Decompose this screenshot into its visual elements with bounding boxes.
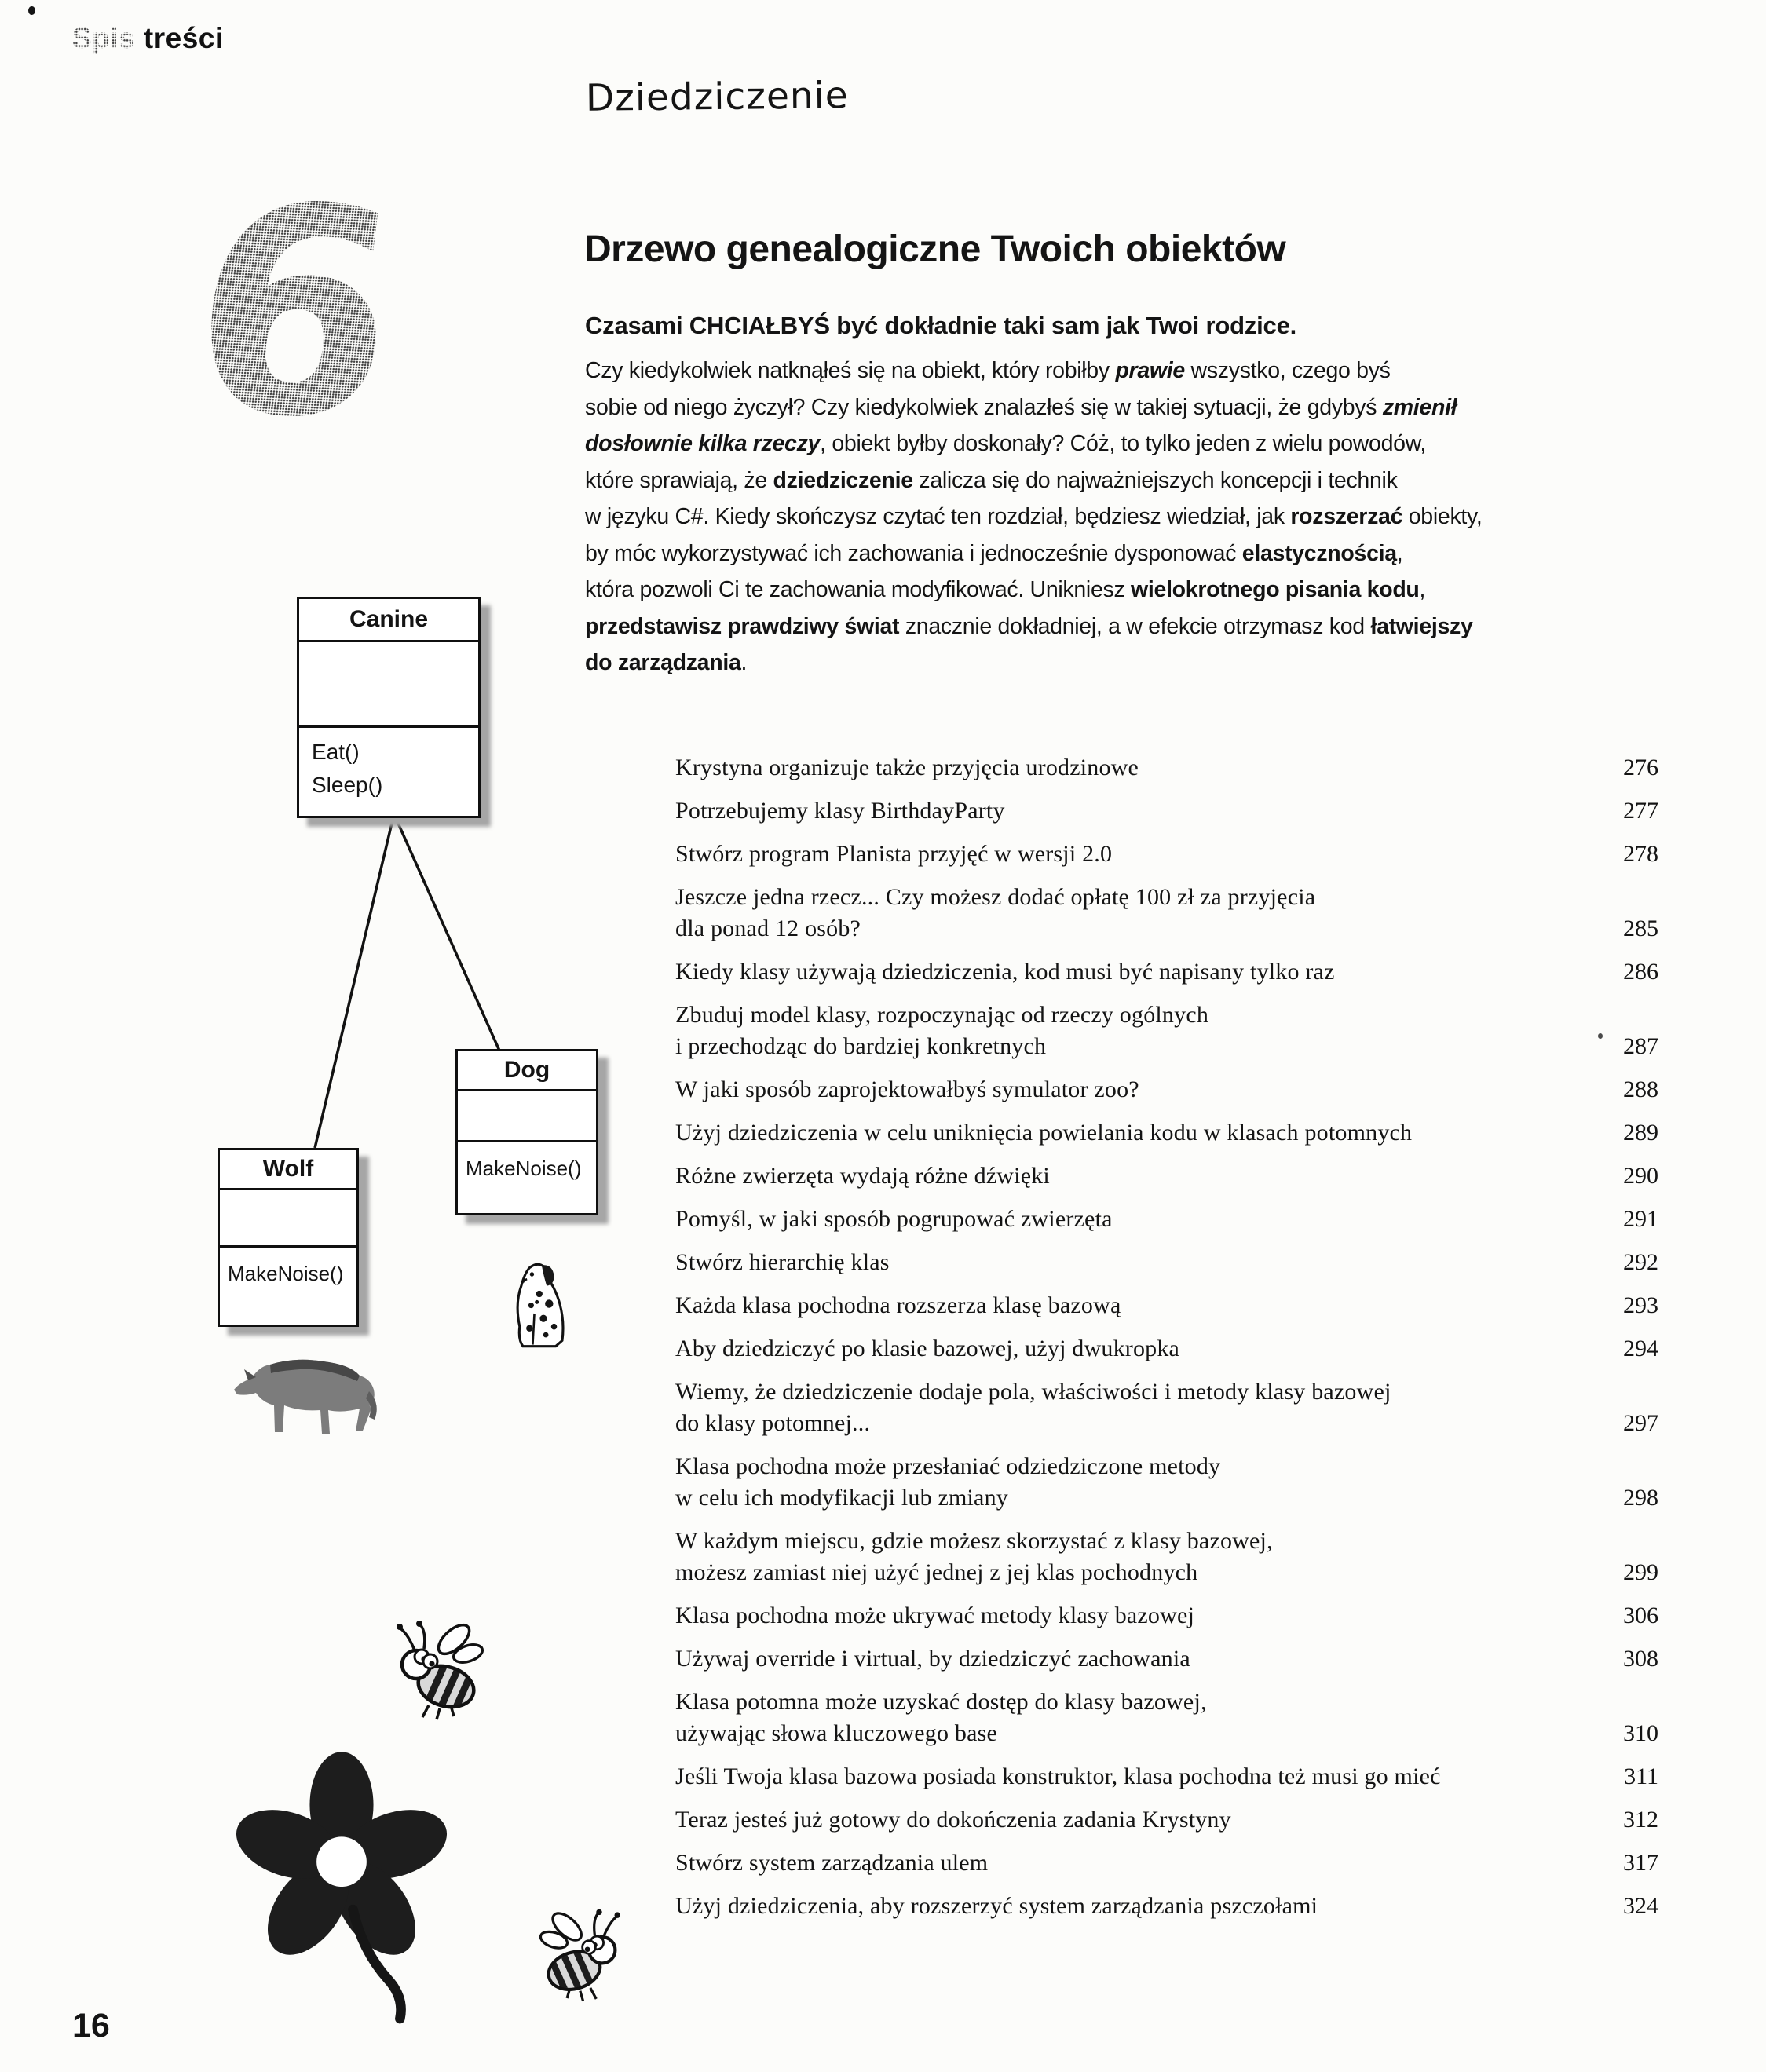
toc-entry-line: możesz zamiast niej użyć jednej z jej klas pochodnych	[675, 1559, 1198, 1585]
toc-entry-line: Klasa pochodna może ukrywać metody klasy bazowej	[675, 1602, 1195, 1628]
toc-entry-title	[675, 1804, 1231, 1836]
wolf-photo	[225, 1344, 382, 1442]
toc-entry-line: dla ponad 12 osób?	[675, 915, 861, 941]
bee-illustration-bottom	[531, 1906, 637, 2008]
toc-entry-line: Zbuduj model klasy, rozpoczynając od rzeczy ogólnych	[675, 1002, 1209, 1028]
toc-entry-page-number: 287	[1623, 1033, 1658, 1059]
toc-entry-line: Pomyśl, w jaki sposób pogrupować zwierzęta	[675, 1206, 1113, 1232]
toc-entry-title	[675, 1891, 1318, 1922]
uml-class-dog-fields	[458, 1091, 596, 1142]
uml-method: MakeNoise()	[228, 1262, 344, 1285]
running-header-light: Spis	[72, 22, 136, 54]
intro-paragraph-line: przedstawisz prawdziwy świat znacznie dokładniej, a w efekcie otrzymasz kod łatwiejszy	[585, 613, 1473, 639]
toc-entry-page-number: 291	[1623, 1206, 1658, 1232]
toc-entry-title	[675, 795, 1005, 827]
toc-entry	[675, 999, 1658, 1062]
toc-entry-title	[675, 956, 1335, 988]
toc-entry-line: używając słowa kluczowego base	[675, 1720, 998, 1746]
toc-entry-page-number: 297	[1623, 1410, 1658, 1436]
toc-entry	[675, 1891, 1658, 1922]
toc-entry-title	[675, 1761, 1441, 1792]
scan-artifact-dot	[28, 6, 35, 15]
toc-entry-title	[675, 752, 1139, 784]
toc-entry-line: Kiedy klasy używają dziedziczenia, kod musi być napisany tylko raz	[675, 959, 1335, 985]
intro-paragraph-line: Czy kiedykolwiek natknąłeś się na obiekt, który robiłby prawie wszystko, czego byś	[585, 358, 1391, 383]
toc-entry	[675, 1160, 1658, 1192]
toc-entry-title	[675, 839, 1112, 870]
intro-paragraph-line: do zarządzania.	[585, 650, 748, 675]
toc-entry-page-number: 286	[1623, 959, 1658, 985]
toc-entry-page-number: 292	[1623, 1249, 1658, 1275]
toc-entry	[675, 882, 1658, 945]
running-header	[72, 22, 224, 55]
toc-entry-page-number: 288	[1623, 1076, 1658, 1102]
uml-class-canine-methods	[299, 728, 478, 816]
toc-entry	[675, 1761, 1658, 1792]
toc-entry-line: Użyj dziedziczenia w celu uniknięcia powielania kodu w klasach potomnych	[675, 1120, 1413, 1146]
toc-entry-line: W jaki sposób zaprojektowałbyś symulator zoo?	[675, 1076, 1139, 1102]
toc-entry-line: Różne zwierzęta wydają różne dźwięki	[675, 1163, 1050, 1189]
toc-entry-title	[675, 1290, 1121, 1321]
toc-entry-page-number: 290	[1623, 1163, 1658, 1189]
toc-entry	[675, 1074, 1658, 1105]
intro-paragraph-line: sobie od niego życzył? Czy kiedykolwiek znalazłeś się w takiej sytuacji, że gdybyś zmienił	[585, 394, 1457, 420]
uml-class-canine-fields	[299, 642, 478, 728]
toc-entry	[675, 1333, 1658, 1365]
toc-entry-line: Wiemy, że dziedziczenie dodaje pola, właściwości i metody klasy bazowej	[675, 1379, 1391, 1405]
toc-entry-page-number: 312	[1623, 1807, 1658, 1833]
toc-entry	[675, 1686, 1658, 1749]
toc-entry-title	[675, 1376, 1391, 1439]
toc-entry-line: Używaj override i virtual, by dziedziczyć zachowania	[675, 1646, 1190, 1672]
toc-entry-line: Krystyna organizuje także przyjęcia urodzinowe	[675, 755, 1139, 780]
toc-entry-line: Jeszcze jedna rzecz... Czy możesz dodać opłatę 100 zł za przyjęcia	[675, 884, 1316, 910]
toc-entry-page-number: 277	[1623, 798, 1658, 824]
uml-method: MakeNoise()	[466, 1157, 582, 1180]
toc-list	[675, 752, 1658, 1934]
toc-entry-title	[675, 1117, 1412, 1149]
toc-entry-line: Aby dziedziczyć po klasie bazowej, użyj dwukropka	[675, 1336, 1180, 1361]
toc-entry-title	[675, 1247, 890, 1278]
uml-class-dog-name: Dog	[458, 1051, 596, 1091]
toc-entry-title	[675, 1074, 1139, 1105]
toc-entry	[675, 839, 1658, 870]
scan-artifact-speck	[1598, 1033, 1603, 1039]
intro-lead-sentence: Czasami CHCIAŁBYŚ być dokładnie taki sam jak Twoi rodzice.	[585, 312, 1297, 339]
chapter-script-label: Dziedziczenie	[585, 74, 849, 120]
intro-paragraph-line: by móc wykorzystywać ich zachowania i jednocześnie dysponować elastycznością,	[585, 540, 1403, 566]
toc-entry-line: Klasa potomna może uzyskać dostęp do klasy bazowej,	[675, 1689, 1207, 1715]
toc-entry-line: Klasa pochodna może przesłaniać odziedziczone metody	[675, 1453, 1221, 1479]
uml-class-wolf-methods	[220, 1248, 356, 1325]
toc-entry-page-number: 293	[1623, 1292, 1658, 1318]
toc-entry	[675, 1643, 1658, 1675]
toc-entry	[675, 956, 1658, 988]
toc-entry	[675, 1804, 1658, 1836]
page-number: 16	[72, 2007, 110, 2045]
toc-entry	[675, 1247, 1658, 1278]
flower-illustration	[232, 1751, 452, 2026]
toc-entry-line: i przechodząc do bardziej konkretnych	[675, 1033, 1047, 1059]
toc-entry-title	[675, 999, 1208, 1062]
uml-method: Sleep()	[312, 773, 383, 797]
toc-entry-title	[675, 1643, 1190, 1675]
toc-entry-title	[675, 1847, 988, 1879]
toc-entry-title	[675, 1160, 1050, 1192]
toc-entry-page-number: 324	[1623, 1893, 1658, 1919]
toc-entry-page-number: 276	[1623, 755, 1658, 780]
toc-entry-title	[675, 1204, 1113, 1235]
toc-entry-line: Każda klasa pochodna rozszerza klasę bazową	[675, 1292, 1121, 1318]
toc-entry-page-number: 306	[1623, 1602, 1658, 1628]
toc-entry	[675, 1451, 1658, 1514]
toc-entry-page-number: 294	[1623, 1336, 1658, 1361]
toc-entry-line: w celu ich modyfikacji lub zmiany	[675, 1485, 1008, 1511]
toc-entry-title	[675, 882, 1315, 945]
toc-entry-line: Potrzebujemy klasy BirthdayParty	[675, 798, 1005, 824]
toc-entry-line: Stwórz hierarchię klas	[675, 1249, 890, 1275]
uml-class-wolf-name: Wolf	[220, 1150, 356, 1190]
dalmatian-dog-illustration	[488, 1255, 598, 1353]
toc-entry-page-number: 278	[1623, 841, 1658, 867]
toc-entry-page-number: 308	[1623, 1646, 1658, 1672]
toc-entry-title	[675, 1451, 1220, 1514]
uml-class-canine-name: Canine	[299, 599, 478, 642]
toc-entry-title	[675, 1333, 1179, 1365]
uml-class-dog	[455, 1049, 598, 1215]
toc-entry-line: Stwórz system zarządzania ulem	[675, 1850, 989, 1876]
toc-entry-line: Teraz jesteś już gotowy do dokończenia zadania Krystyny	[675, 1807, 1231, 1833]
toc-entry-page-number: 289	[1623, 1120, 1658, 1146]
intro-paragraph-line: w języku C#. Kiedy skończysz czytać ten rozdział, będziesz wiedział, jak rozszerzać obiekty,	[585, 504, 1483, 529]
toc-entry-page-number: 310	[1623, 1720, 1658, 1746]
toc-entry-page-number: 317	[1623, 1850, 1658, 1876]
toc-entry-line: do klasy potomnej...	[675, 1410, 871, 1436]
toc-entry-title	[675, 1526, 1273, 1588]
toc-entry	[675, 1600, 1658, 1632]
toc-entry-page-number: 299	[1623, 1559, 1658, 1585]
uml-class-wolf	[218, 1148, 359, 1327]
toc-entry-page-number: 285	[1623, 915, 1658, 941]
toc-entry-title	[675, 1600, 1194, 1632]
toc-entry-line: Użyj dziedziczenia, aby rozszerzyć system zarządzania pszczołami	[675, 1893, 1318, 1919]
bee-illustration-top	[385, 1617, 487, 1727]
toc-entry	[675, 1117, 1658, 1149]
chapter-number: 6	[174, 142, 415, 485]
toc-entry-line: Jeśli Twoja klasa bazowa posiada konstruktor, klasa pochodna też musi go mieć	[675, 1763, 1441, 1789]
running-header-dark: treści	[143, 22, 224, 54]
toc-entry-page-number: 298	[1623, 1485, 1658, 1511]
uml-method: Eat()	[312, 740, 360, 764]
uml-class-wolf-fields	[220, 1190, 356, 1248]
toc-entry-line: Stwórz program Planista przyjęć w wersji 2.0	[675, 841, 1113, 867]
toc-entry	[675, 1376, 1658, 1439]
toc-entry	[675, 1290, 1658, 1321]
uml-class-dog-methods	[458, 1142, 596, 1213]
intro-paragraph	[585, 353, 1669, 682]
toc-entry-page-number: 311	[1624, 1763, 1658, 1789]
toc-entry	[675, 1204, 1658, 1235]
toc-entry-line: W każdym miejscu, gdzie możesz skorzystać z klasy bazowej,	[675, 1528, 1273, 1554]
toc-entry	[675, 1526, 1658, 1588]
intro-paragraph-line: dosłownie kilka rzeczy, obiekt byłby doskonały? Cóż, to tylko jeden z wielu powodów,	[585, 431, 1427, 456]
intro-paragraph-line: które sprawiają, że dziedziczenie zalicza się do najważniejszych koncepcji i technik	[585, 467, 1398, 493]
toc-entry-title	[675, 1686, 1207, 1749]
page-title: Drzewo genealogiczne Twoich obiektów	[584, 228, 1286, 270]
toc-entry	[675, 795, 1658, 827]
toc-entry	[675, 752, 1658, 784]
intro-paragraph-line: która pozwoli Ci te zachowania modyfikować. Unikniesz wielokrotnego pisania kodu,	[585, 577, 1426, 602]
uml-class-canine	[297, 597, 481, 818]
toc-entry	[675, 1847, 1658, 1879]
